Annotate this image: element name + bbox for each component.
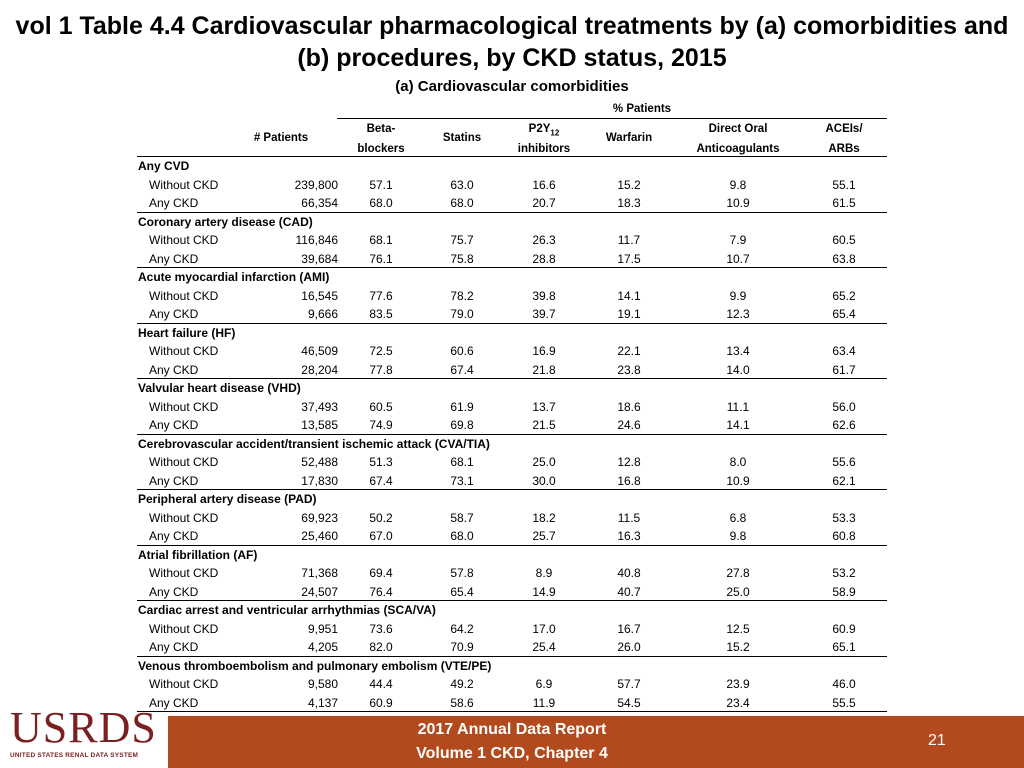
group-divider bbox=[137, 711, 887, 712]
row-label: Without CKD bbox=[149, 455, 219, 469]
group-divider bbox=[137, 489, 887, 490]
cell-direct-oral-anticoagulants: 7.9 bbox=[729, 233, 747, 247]
group-label: Acute myocardial infarction (AMI) bbox=[138, 270, 330, 284]
cell-statins: 68.0 bbox=[450, 529, 474, 543]
cell-p2y12-inhibitors: 30.0 bbox=[532, 473, 556, 488]
cell-statins: 70.9 bbox=[450, 640, 474, 654]
group-divider bbox=[137, 656, 887, 657]
cell-p2y12-inhibitors: 16.9 bbox=[532, 344, 556, 358]
row-label: Any CKD bbox=[149, 529, 199, 543]
cell-direct-oral-anticoagulants: 15.2 bbox=[726, 640, 750, 654]
cell-statins: 69.8 bbox=[450, 418, 474, 432]
cell-p2y12-inhibitors: 25.0 bbox=[532, 455, 556, 469]
cell-patients: 4,205 bbox=[307, 640, 338, 654]
col-acei-header-1: ACEIs/ bbox=[825, 123, 863, 135]
report-volume: Volume 1 CKD, Chapter 4 bbox=[416, 745, 608, 762]
cell-beta-blockers: 77.6 bbox=[369, 288, 393, 303]
cell-patients: 4,137 bbox=[307, 695, 338, 710]
cell-p2y12-inhibitors: 28.8 bbox=[532, 251, 556, 266]
page-title bbox=[0, 10, 1024, 74]
col-warfarin-header: Warfarin bbox=[605, 132, 653, 144]
cell-statins: 68.1 bbox=[450, 455, 474, 469]
cell-beta-blockers: 82.0 bbox=[369, 640, 393, 654]
cell-warfarin: 23.8 bbox=[617, 362, 641, 377]
cell-aceis-arbs: 53.3 bbox=[832, 510, 856, 525]
group-divider bbox=[137, 545, 887, 546]
cell-aceis-arbs: 63.4 bbox=[832, 344, 856, 358]
p2y-subscript: 12 bbox=[550, 128, 560, 138]
cell-beta-blockers: 77.8 bbox=[369, 362, 393, 377]
cell-beta-blockers: 83.5 bbox=[369, 307, 393, 321]
cell-direct-oral-anticoagulants: 10.9 bbox=[726, 473, 750, 488]
group-label: Atrial fibrillation (AF) bbox=[138, 547, 258, 562]
col-beta-header-1: Beta- bbox=[366, 123, 396, 135]
cell-patients: 52,488 bbox=[301, 455, 338, 469]
group-divider bbox=[137, 378, 887, 379]
cell-direct-oral-anticoagulants: 9.8 bbox=[729, 177, 747, 192]
row-label: Any CKD bbox=[149, 362, 199, 377]
cell-warfarin: 16.3 bbox=[617, 529, 641, 543]
group-label: Cardiac arrest and ventricular arrhythmias (SCA/VA) bbox=[138, 603, 436, 617]
row-label: Without CKD bbox=[149, 399, 219, 414]
cell-patients: 116,846 bbox=[295, 233, 338, 247]
cell-patients: 71,368 bbox=[301, 566, 338, 580]
group-label: Heart failure (HF) bbox=[138, 325, 236, 340]
cell-warfarin: 22.1 bbox=[617, 344, 641, 358]
cell-p2y12-inhibitors: 14.9 bbox=[532, 584, 556, 599]
cell-direct-oral-anticoagulants: 11.1 bbox=[726, 399, 750, 414]
cell-patients: 9,580 bbox=[307, 677, 338, 691]
cell-beta-blockers: 60.5 bbox=[369, 399, 393, 414]
cell-statins: 75.8 bbox=[450, 251, 474, 266]
cell-aceis-arbs: 55.5 bbox=[832, 695, 856, 710]
col-statins-header: Statins bbox=[442, 132, 482, 144]
cell-beta-blockers: 67.0 bbox=[369, 529, 393, 543]
group-label: Coronary artery disease (CAD) bbox=[138, 214, 313, 229]
cell-statins: 60.6 bbox=[450, 344, 474, 358]
cell-warfarin: 12.8 bbox=[617, 455, 641, 469]
cell-patients: 24,507 bbox=[301, 584, 338, 599]
cell-direct-oral-anticoagulants: 9.9 bbox=[729, 288, 747, 303]
cell-beta-blockers: 68.0 bbox=[369, 196, 393, 210]
cell-patients: 13,585 bbox=[301, 418, 338, 432]
cell-warfarin: 19.1 bbox=[617, 307, 641, 321]
row-label: Without CKD bbox=[149, 344, 219, 358]
cell-p2y12-inhibitors: 25.4 bbox=[532, 640, 556, 654]
col-beta-header-2: blockers bbox=[357, 143, 405, 155]
cell-p2y12-inhibitors: 18.2 bbox=[532, 510, 556, 525]
cell-warfarin: 18.3 bbox=[617, 196, 641, 210]
cell-statins: 75.7 bbox=[450, 233, 474, 247]
cell-statins: 65.4 bbox=[450, 584, 474, 599]
cell-warfarin: 26.0 bbox=[617, 640, 641, 654]
cell-direct-oral-anticoagulants: 23.9 bbox=[726, 677, 750, 691]
page-number: 21 bbox=[928, 732, 946, 749]
cell-patients: 16,545 bbox=[301, 288, 338, 303]
cell-aceis-arbs: 61.5 bbox=[832, 196, 856, 210]
cell-warfarin: 57.7 bbox=[617, 677, 641, 691]
cell-p2y12-inhibitors: 17.0 bbox=[532, 621, 556, 636]
cell-warfarin: 11.7 bbox=[617, 233, 641, 247]
cell-p2y12-inhibitors: 21.5 bbox=[532, 418, 556, 432]
table-subtitle: (a) Cardiovascular comorbidities bbox=[395, 78, 629, 95]
group-label: Valvular heart disease (VHD) bbox=[138, 381, 301, 395]
cell-patients: 37,493 bbox=[301, 399, 338, 414]
row-label: Without CKD bbox=[149, 566, 219, 580]
cell-warfarin: 18.6 bbox=[617, 399, 641, 414]
cell-aceis-arbs: 55.6 bbox=[832, 455, 856, 469]
cell-statins: 61.9 bbox=[450, 399, 474, 414]
cell-warfarin: 16.7 bbox=[617, 621, 641, 636]
cell-aceis-arbs: 60.8 bbox=[832, 529, 856, 543]
cell-p2y12-inhibitors: 39.7 bbox=[532, 307, 556, 321]
header-rule-bottom bbox=[137, 156, 887, 157]
col-doac-header-2: Anticoagulants bbox=[696, 143, 780, 155]
cell-direct-oral-anticoagulants: 12.3 bbox=[726, 307, 750, 321]
cell-direct-oral-anticoagulants: 10.7 bbox=[726, 251, 750, 266]
row-label: Any CKD bbox=[149, 584, 199, 599]
cell-p2y12-inhibitors: 25.7 bbox=[532, 529, 556, 543]
cell-direct-oral-anticoagulants: 13.4 bbox=[726, 344, 750, 358]
cell-aceis-arbs: 65.1 bbox=[832, 640, 856, 654]
cell-aceis-arbs: 46.0 bbox=[832, 677, 856, 691]
cell-p2y12-inhibitors: 13.7 bbox=[532, 399, 556, 414]
col-patients-header: # Patients bbox=[253, 132, 309, 144]
cell-patients: 9,951 bbox=[307, 621, 338, 636]
cell-direct-oral-anticoagulants: 9.8 bbox=[729, 529, 747, 543]
cell-warfarin: 40.7 bbox=[617, 584, 641, 599]
report-title: 2017 Annual Data Report bbox=[417, 721, 607, 738]
cell-beta-blockers: 74.9 bbox=[369, 418, 393, 432]
cell-statins: 68.0 bbox=[450, 196, 474, 210]
row-label: Without CKD bbox=[149, 288, 219, 303]
cell-warfarin: 11.5 bbox=[617, 510, 641, 525]
cell-direct-oral-anticoagulants: 14.1 bbox=[726, 418, 750, 432]
cell-warfarin: 16.8 bbox=[617, 473, 641, 488]
cell-statins: 73.1 bbox=[450, 473, 474, 488]
footer-bar bbox=[0, 703, 1024, 768]
row-label: Any CKD bbox=[149, 695, 199, 710]
cell-statins: 79.0 bbox=[450, 307, 474, 321]
cell-statins: 58.6 bbox=[450, 695, 474, 710]
cell-p2y12-inhibitors: 16.6 bbox=[532, 177, 556, 192]
cell-direct-oral-anticoagulants: 23.4 bbox=[726, 695, 750, 710]
cell-beta-blockers: 76.4 bbox=[369, 584, 393, 599]
page-title-line1: vol 1 Table 4.4 Cardiovascular pharmacological treatments by (a) comorbidities and bbox=[15, 12, 1009, 40]
cell-aceis-arbs: 65.2 bbox=[832, 288, 856, 303]
cell-aceis-arbs: 62.1 bbox=[832, 473, 856, 488]
cell-statins: 64.2 bbox=[450, 621, 474, 636]
cell-warfarin: 14.1 bbox=[617, 288, 641, 303]
cell-statins: 63.0 bbox=[450, 177, 474, 192]
group-divider bbox=[137, 434, 887, 435]
cell-aceis-arbs: 53.2 bbox=[832, 566, 856, 580]
cell-aceis-arbs: 65.4 bbox=[832, 307, 856, 321]
cell-warfarin: 24.6 bbox=[617, 418, 641, 432]
cell-aceis-arbs: 56.0 bbox=[832, 399, 856, 414]
cell-direct-oral-anticoagulants: 8.0 bbox=[729, 455, 747, 469]
row-label: Any CKD bbox=[149, 251, 199, 266]
cell-statins: 49.2 bbox=[450, 677, 474, 691]
header-rule-top bbox=[337, 118, 887, 119]
cell-direct-oral-anticoagulants: 10.9 bbox=[726, 196, 750, 210]
row-label: Any CKD bbox=[149, 196, 199, 210]
cell-warfarin: 17.5 bbox=[617, 251, 641, 266]
group-label: Cerebrovascular accident/transient ischemic attack (CVA/TIA) bbox=[138, 436, 490, 451]
cell-beta-blockers: 51.3 bbox=[369, 455, 393, 469]
cell-direct-oral-anticoagulants: 14.0 bbox=[726, 362, 750, 377]
cell-direct-oral-anticoagulants: 27.8 bbox=[726, 566, 750, 580]
cell-patients: 46,509 bbox=[301, 344, 338, 358]
cell-beta-blockers: 60.9 bbox=[369, 695, 393, 710]
cell-warfarin: 40.8 bbox=[617, 566, 641, 580]
row-label: Any CKD bbox=[149, 307, 199, 321]
page-title-line2: (b) procedures, by CKD status, 2015 bbox=[297, 44, 727, 72]
col-acei-header-2: ARBs bbox=[828, 143, 860, 155]
group-label: Peripheral artery disease (PAD) bbox=[138, 492, 317, 506]
cell-aceis-arbs: 60.9 bbox=[832, 621, 856, 636]
cell-statins: 58.7 bbox=[450, 510, 474, 525]
group-label: Venous thromboembolism and pulmonary embolism (VTE/PE) bbox=[138, 658, 492, 673]
row-label: Without CKD bbox=[149, 233, 219, 247]
cell-patients: 28,204 bbox=[301, 362, 338, 377]
cell-direct-oral-anticoagulants: 12.5 bbox=[726, 621, 750, 636]
cell-patients: 66,354 bbox=[301, 196, 338, 210]
row-label: Without CKD bbox=[149, 621, 219, 636]
cell-beta-blockers: 76.1 bbox=[369, 251, 393, 266]
cell-direct-oral-anticoagulants: 25.0 bbox=[726, 584, 750, 599]
usrds-logo bbox=[0, 703, 168, 768]
cell-warfarin: 15.2 bbox=[617, 177, 641, 192]
cell-patients: 25,460 bbox=[301, 529, 338, 543]
cell-patients: 17,830 bbox=[301, 473, 338, 488]
row-label: Without CKD bbox=[149, 677, 219, 691]
cell-aceis-arbs: 60.5 bbox=[832, 233, 856, 247]
group-divider bbox=[137, 212, 887, 213]
logo-subtitle: UNITED STATES RENAL DATA SYSTEM bbox=[10, 752, 139, 759]
cell-p2y12-inhibitors: 6.9 bbox=[535, 677, 553, 691]
cell-patients: 39,684 bbox=[301, 251, 338, 266]
cell-aceis-arbs: 62.6 bbox=[832, 418, 856, 432]
group-divider bbox=[137, 600, 887, 601]
group-divider bbox=[137, 267, 887, 268]
pct-patients-header: % Patients bbox=[612, 103, 672, 115]
row-label: Without CKD bbox=[149, 510, 219, 525]
cell-beta-blockers: 67.4 bbox=[369, 473, 393, 488]
cell-beta-blockers: 73.6 bbox=[369, 621, 393, 636]
col-p2y-header-2: inhibitors bbox=[517, 143, 571, 155]
cell-aceis-arbs: 61.7 bbox=[832, 362, 856, 377]
row-label: Without CKD bbox=[149, 177, 219, 192]
cell-aceis-arbs: 55.1 bbox=[832, 177, 856, 192]
cell-p2y12-inhibitors: 20.7 bbox=[532, 196, 556, 210]
cell-beta-blockers: 50.2 bbox=[369, 510, 393, 525]
group-divider bbox=[137, 323, 887, 324]
cell-patients: 9,666 bbox=[307, 307, 338, 321]
cell-p2y12-inhibitors: 21.8 bbox=[532, 362, 556, 377]
cell-p2y12-inhibitors: 11.9 bbox=[532, 695, 556, 710]
cell-beta-blockers: 69.4 bbox=[369, 566, 393, 580]
cell-beta-blockers: 72.5 bbox=[369, 344, 393, 358]
row-label: Any CKD bbox=[149, 418, 199, 432]
cell-patients: 239,800 bbox=[294, 177, 338, 192]
col-p2y-header-1 bbox=[504, 122, 584, 140]
row-label: Any CKD bbox=[149, 640, 199, 654]
cell-beta-blockers: 44.4 bbox=[369, 677, 393, 691]
logo-wordmark: USRDS bbox=[10, 703, 157, 752]
p2y-text: P2Y bbox=[528, 123, 551, 135]
cell-aceis-arbs: 58.9 bbox=[832, 584, 856, 599]
row-label: Any CKD bbox=[149, 473, 199, 488]
col-doac-header-1: Direct Oral bbox=[708, 123, 768, 135]
cell-statins: 67.4 bbox=[450, 362, 474, 377]
cell-warfarin: 54.5 bbox=[617, 695, 641, 710]
cell-statins: 78.2 bbox=[450, 288, 474, 303]
cell-statins: 57.8 bbox=[450, 566, 474, 580]
cell-p2y12-inhibitors: 39.8 bbox=[532, 288, 556, 303]
cell-p2y12-inhibitors: 26.3 bbox=[532, 233, 556, 247]
group-label: Any CVD bbox=[138, 159, 190, 173]
cell-patients: 69,923 bbox=[301, 510, 338, 525]
cell-beta-blockers: 68.1 bbox=[369, 233, 393, 247]
cell-p2y12-inhibitors: 8.9 bbox=[535, 566, 553, 580]
cell-direct-oral-anticoagulants: 6.8 bbox=[729, 510, 747, 525]
cell-beta-blockers: 57.1 bbox=[369, 177, 393, 192]
cell-aceis-arbs: 63.8 bbox=[832, 251, 856, 266]
